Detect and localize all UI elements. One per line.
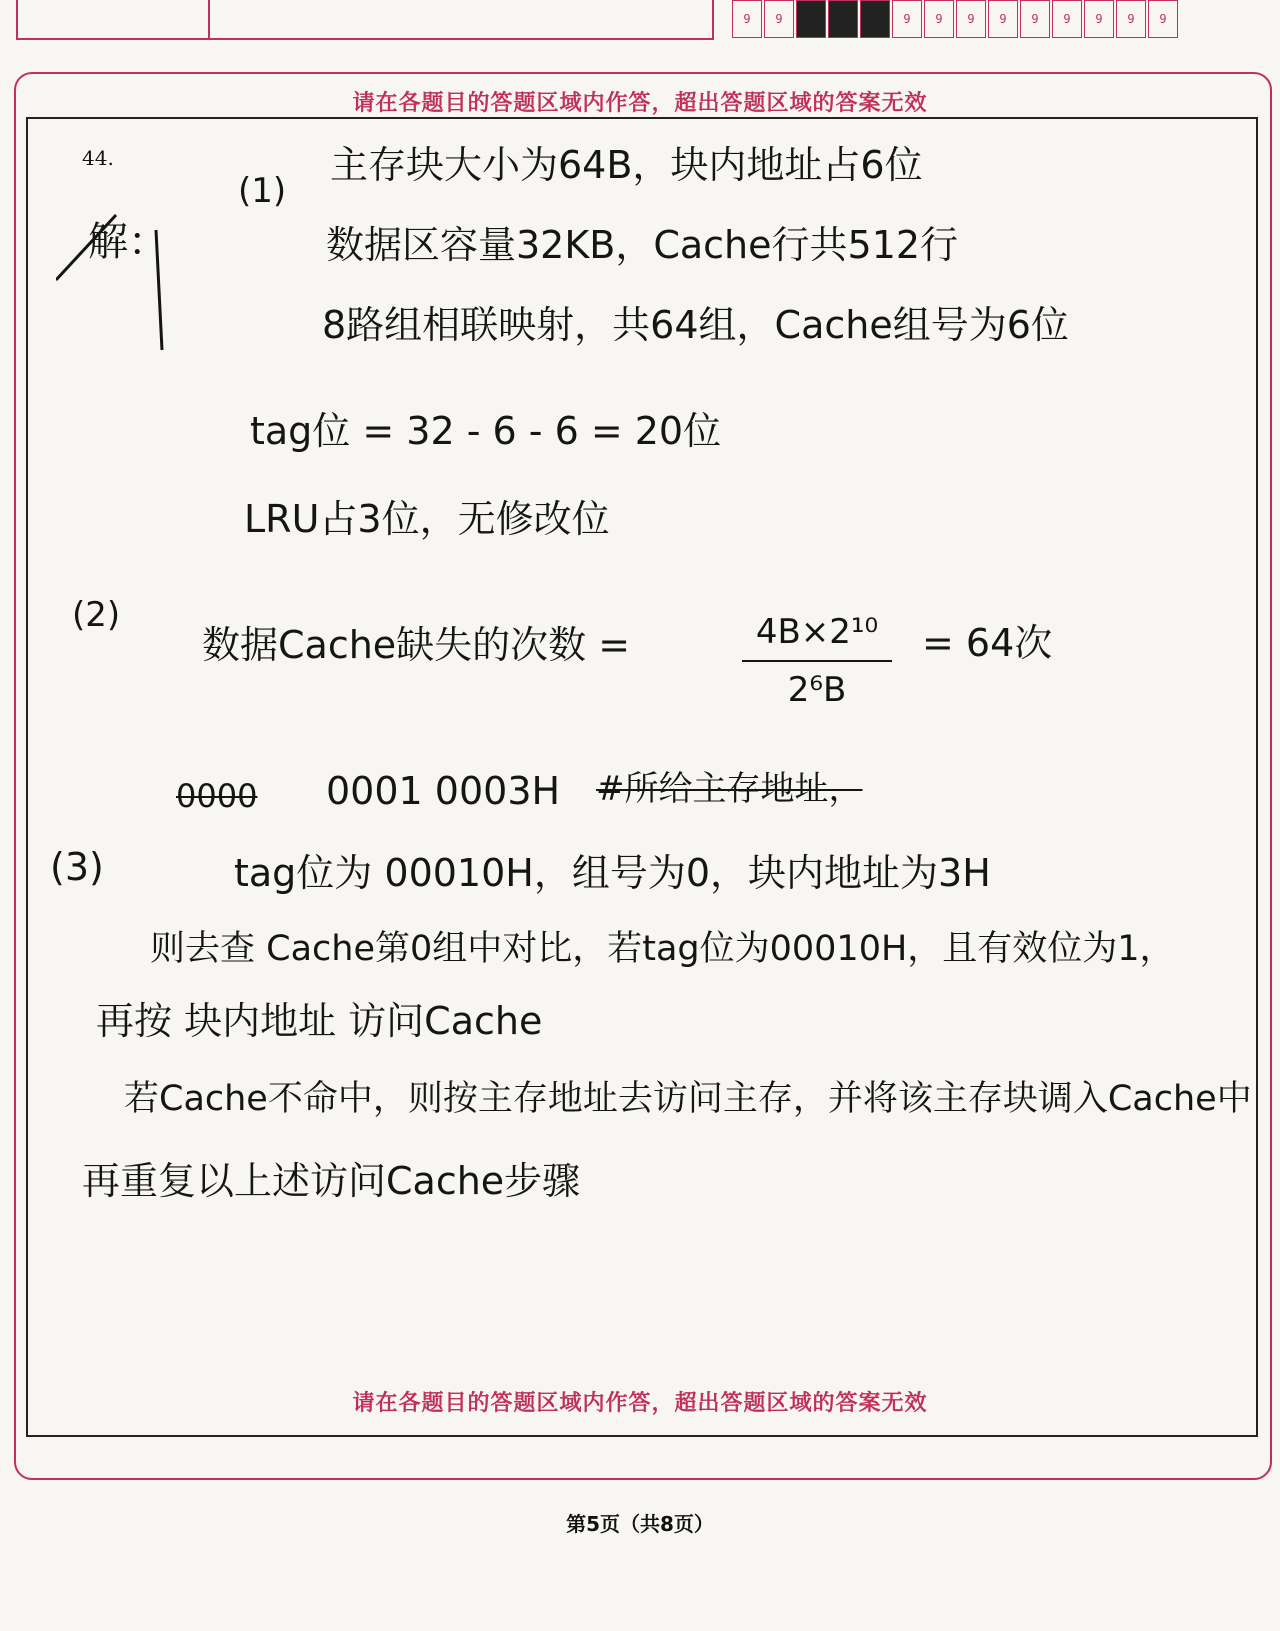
answer-label: 解： xyxy=(88,219,168,265)
id-digit-cell: 9 xyxy=(892,0,922,38)
part3-line5: 再重复以上述访问Cache步骤 xyxy=(82,1159,581,1203)
part1-line5: LRU占3位，无修改位 xyxy=(244,497,610,541)
id-digit-cell: 9 xyxy=(988,0,1018,38)
id-digit-cell: 9 xyxy=(956,0,986,38)
part3-line1: tag位为 00010H，组号为0，块内地址为3H xyxy=(234,851,991,895)
top-info-box xyxy=(16,0,714,40)
part1-label: (1) xyxy=(238,171,287,211)
question-number: 44. xyxy=(82,146,114,170)
id-digit-cell-filled xyxy=(828,0,858,38)
id-digit-cell: 9 xyxy=(924,0,954,38)
id-digit-cell: 9 xyxy=(1052,0,1082,38)
part3-line2: 则去查 Cache第0组中对比，若tag位为00010H，且有效位为1， xyxy=(150,929,1175,969)
fraction-bar xyxy=(742,660,892,662)
id-digit-cell: 9 xyxy=(1084,0,1114,38)
part1-line3: 8路组相联映射，共64组，Cache组号为6位 xyxy=(322,303,1069,347)
fraction-denominator: 2⁶B xyxy=(787,670,847,710)
top-info-divider xyxy=(208,0,210,38)
part3-line3: 再按 块内地址 访问Cache xyxy=(96,999,543,1043)
part1-line2: 数据区容量32KB，Cache行共512行 xyxy=(326,223,959,267)
exam-id-grid xyxy=(732,0,1178,44)
part1-line1: 主存块大小为64B，块内地址占6位 xyxy=(330,143,923,187)
id-digit-cell-filled xyxy=(860,0,890,38)
part2-fraction xyxy=(742,612,892,710)
part2-formula-left: 数据Cache缺失的次数 = xyxy=(202,623,631,667)
answer-notice-bottom: 请在各题目的答题区域内作答，超出答题区域的答案无效 xyxy=(352,1391,928,1416)
id-digit-cell: 9 xyxy=(764,0,794,38)
part3-line4: 若Cache不命中，则按主存地址去访问主存，并将该主存块调入Cache中 xyxy=(124,1079,1252,1119)
id-digit-cell: 9 xyxy=(732,0,762,38)
answer-notice-top: 请在各题目的答题区域内作答，超出答题区域的答案无效 xyxy=(352,91,928,116)
fraction-numerator: 4B×2¹⁰ xyxy=(755,612,879,652)
id-digit-cell: 9 xyxy=(1116,0,1146,38)
part2-label: (2) xyxy=(72,595,121,635)
id-digit-cell-filled xyxy=(796,0,826,38)
struck-zero: 0000 xyxy=(176,777,258,815)
part3-label: (3) xyxy=(50,845,104,889)
page-number: 第5页（共8页） xyxy=(566,1512,714,1536)
id-digit-cell: 9 xyxy=(1020,0,1050,38)
part2-result: = 64次 xyxy=(922,621,1053,665)
part1-line4: tag位 = 32 - 6 - 6 = 20位 xyxy=(250,409,722,453)
struck-address-note: #所给主存地址， xyxy=(596,769,863,809)
address-value: 0001 0003H xyxy=(326,769,561,813)
id-digit-cell: 9 xyxy=(1148,0,1178,38)
